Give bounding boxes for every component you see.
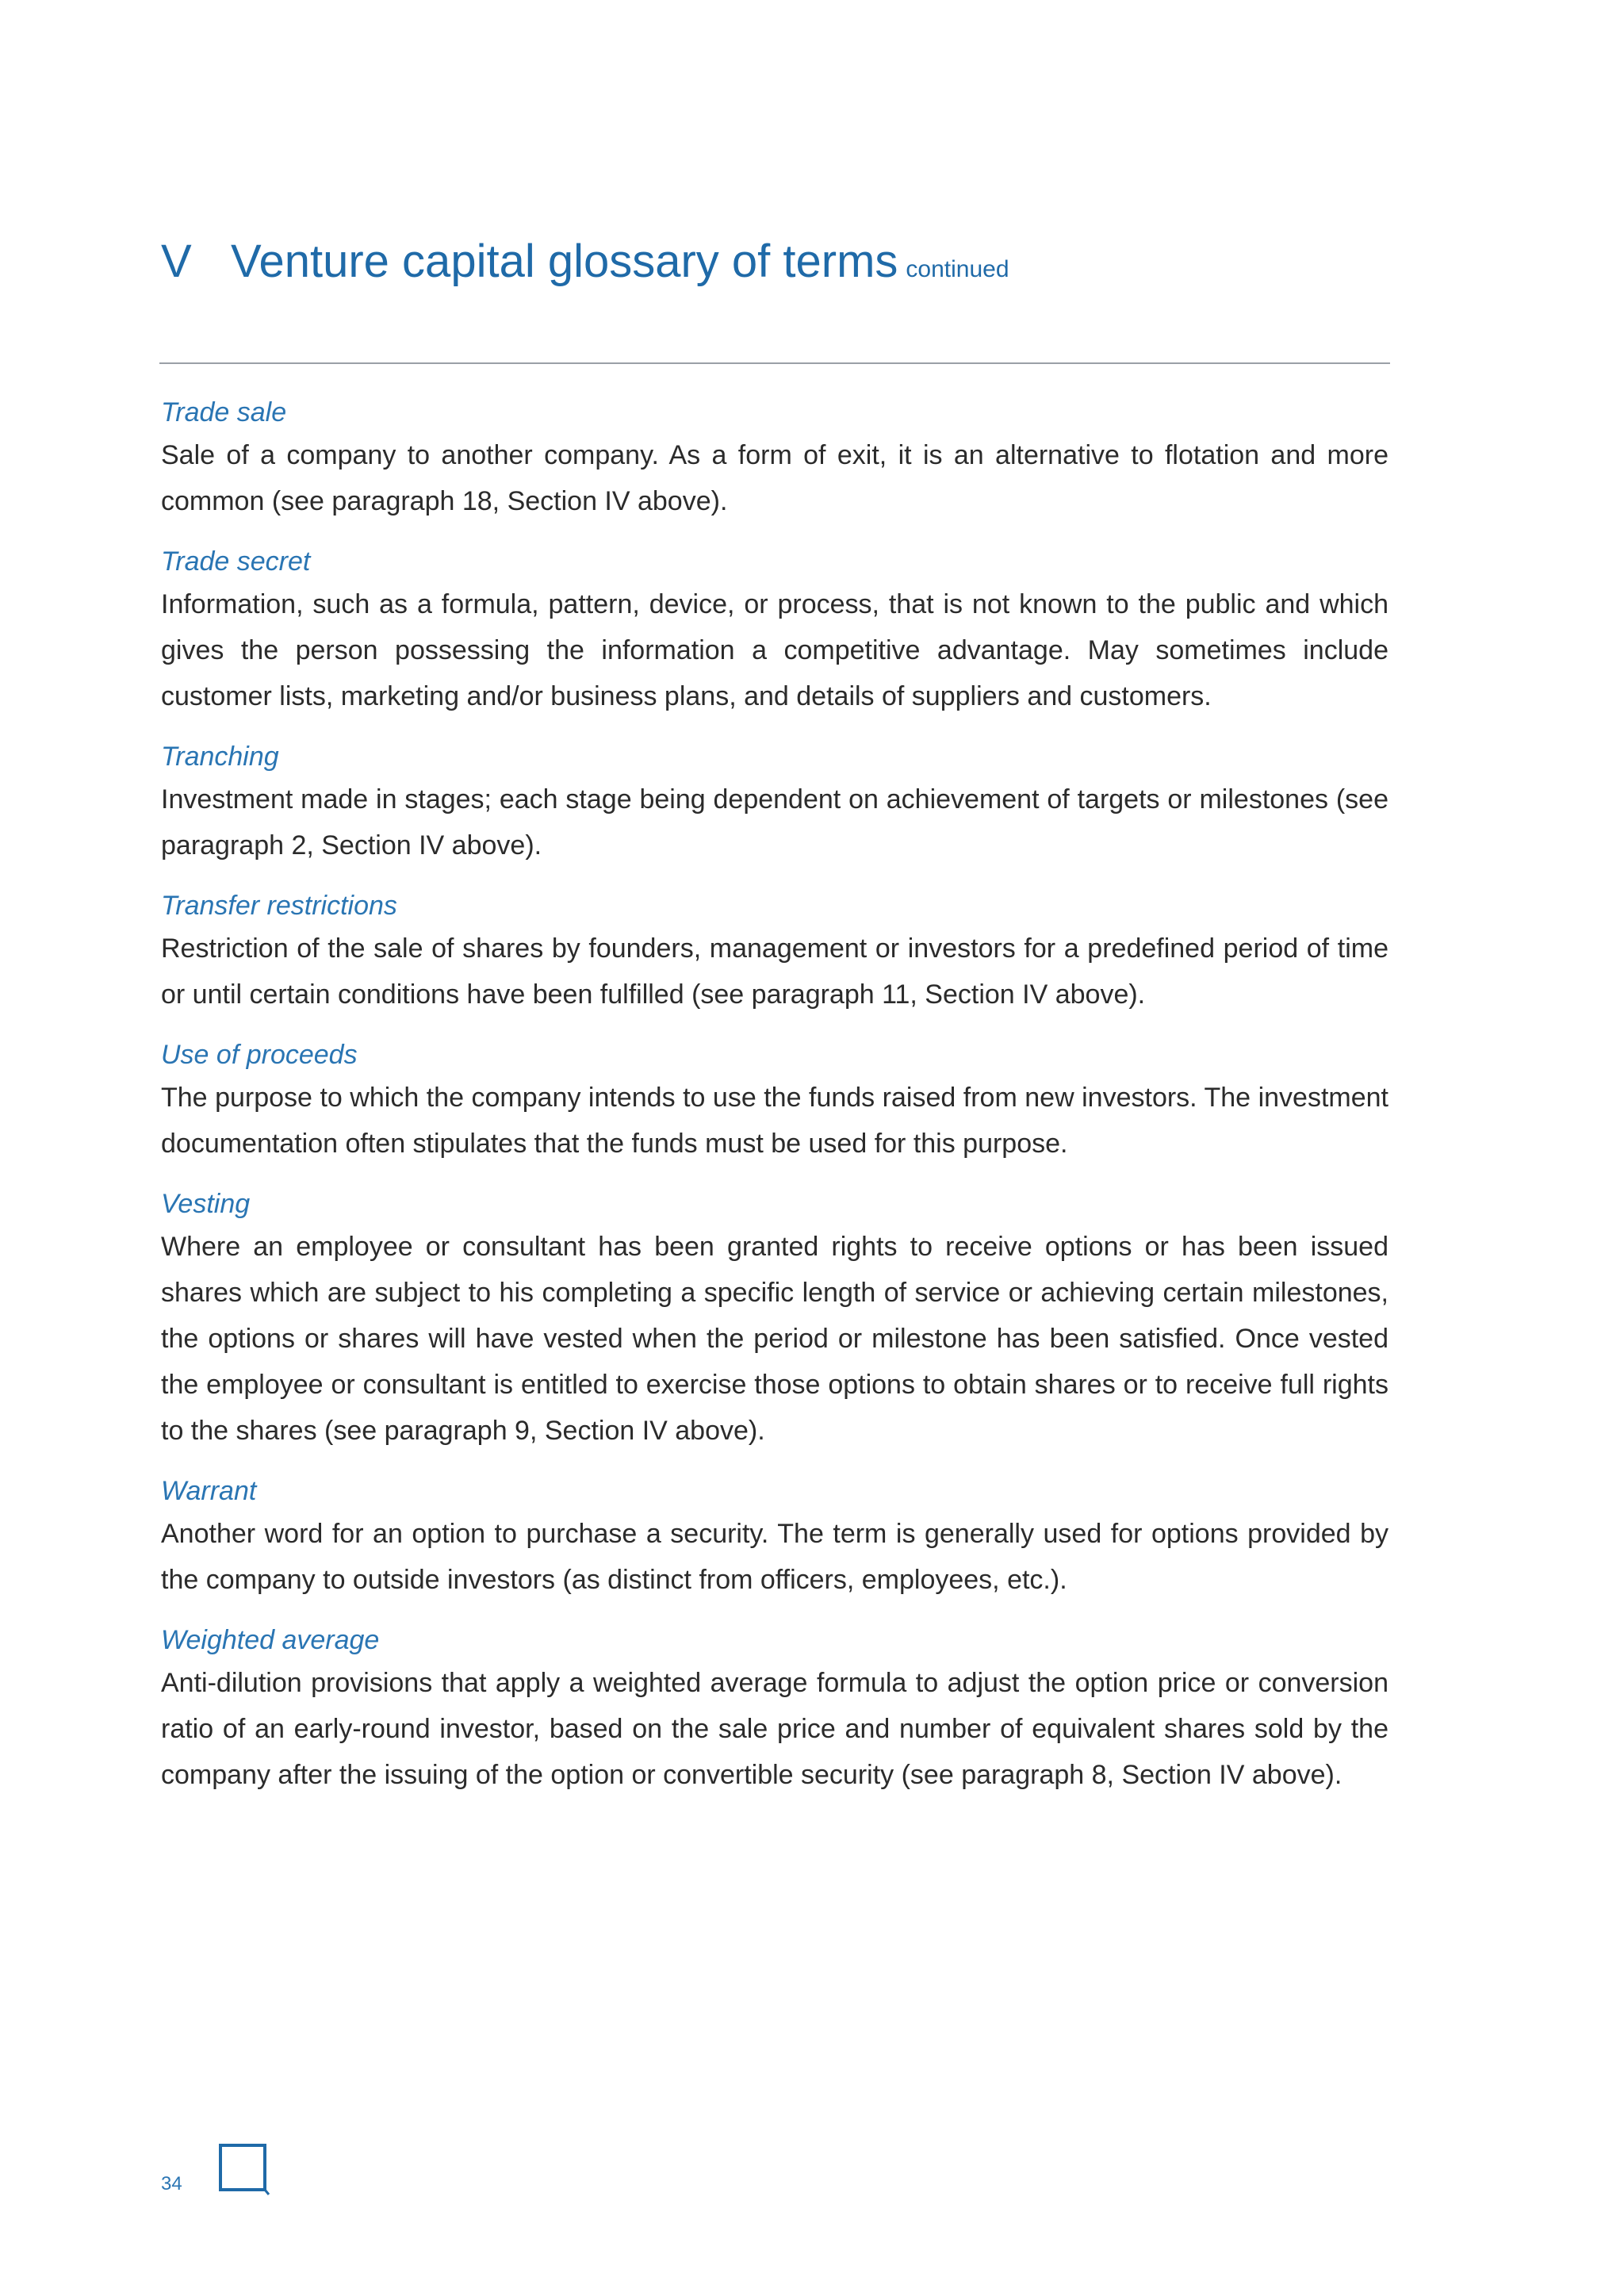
glossary-entry <box>161 542 1388 719</box>
glossary-entry <box>161 1471 1388 1603</box>
glossary-entry <box>161 886 1388 1018</box>
glossary-term: Weighted average <box>161 1625 380 1655</box>
glossary-definition: Restriction of the sale of shares by founders, management or investors for a predefined period of time or until certain conditions have been fulfilled (see paragraph 11, Section IV above). <box>161 933 1388 1010</box>
glossary-entry <box>161 1620 1388 1798</box>
glossary-entry <box>161 737 1388 868</box>
glossary-term: Trade secret <box>161 546 311 577</box>
section-numeral: V <box>161 236 192 287</box>
glossary-term: Use of proceeds <box>161 1040 358 1070</box>
heading-divider <box>159 362 1390 364</box>
glossary-definition: Investment made in stages; each stage being dependent on achievement of targets or milestones (see paragraph 2, Section IV above). <box>161 784 1388 861</box>
glossary-list <box>161 393 1388 1815</box>
page-title: Venture capital glossary of terms <box>231 236 898 287</box>
glossary-term: Trade sale <box>161 397 287 427</box>
glossary-term: Transfer restrictions <box>161 891 397 921</box>
glossary-term: Vesting <box>161 1189 251 1219</box>
glossary-term: Warrant <box>161 1476 257 1506</box>
glossary-definition: Sale of a company to another company. As a form of exit, it is an alternative to flotation and more common (see paragraph 18, Section IV above). <box>161 440 1388 516</box>
page-number: 34 <box>161 2173 182 2194</box>
square-frame-icon <box>216 2141 272 2197</box>
glossary-definition: Anti-dilution provisions that apply a weighted average formula to adjust the option price or conversion ratio of an early-round investor, based on the sale price and number of equivalent shares sold by the company after the issuing of the option or convertible security (see paragraph 8, Section IV above). <box>161 1668 1388 1790</box>
glossary-definition: Another word for an option to purchase a security. The term is generally used for options provided by the company to outside investors (as distinct from officers, employees, etc.). <box>161 1519 1388 1595</box>
glossary-definition: The purpose to which the company intends to use the funds raised from new investors. The investment documentation often stipulates that the funds must be used for this purpose. <box>161 1083 1388 1159</box>
glossary-entry <box>161 393 1388 524</box>
page-heading <box>161 235 1398 288</box>
glossary-definition: Information, such as a formula, pattern, device, or process, that is not known to the public and which gives the person possessing the information a competitive advantage. May sometimes include customer lists, marketing and/or business plans, and details of suppliers and customers. <box>161 589 1388 711</box>
continued-label: continued <box>906 256 1009 282</box>
glossary-entry <box>161 1035 1388 1167</box>
glossary-definition: Where an employee or consultant has been granted rights to receive options or has been issued shares which are subject to his completing a specific length of service or achieving certain milestones, the options or shares will have vested when the period or milestone has been satisfied. Once vested the employee or consultant is entitled to exercise those options to obtain shares or to receive full rights to the shares (see paragraph 9, Section IV above). <box>161 1232 1388 1446</box>
glossary-term: Tranching <box>161 742 279 772</box>
glossary-entry <box>161 1184 1388 1454</box>
